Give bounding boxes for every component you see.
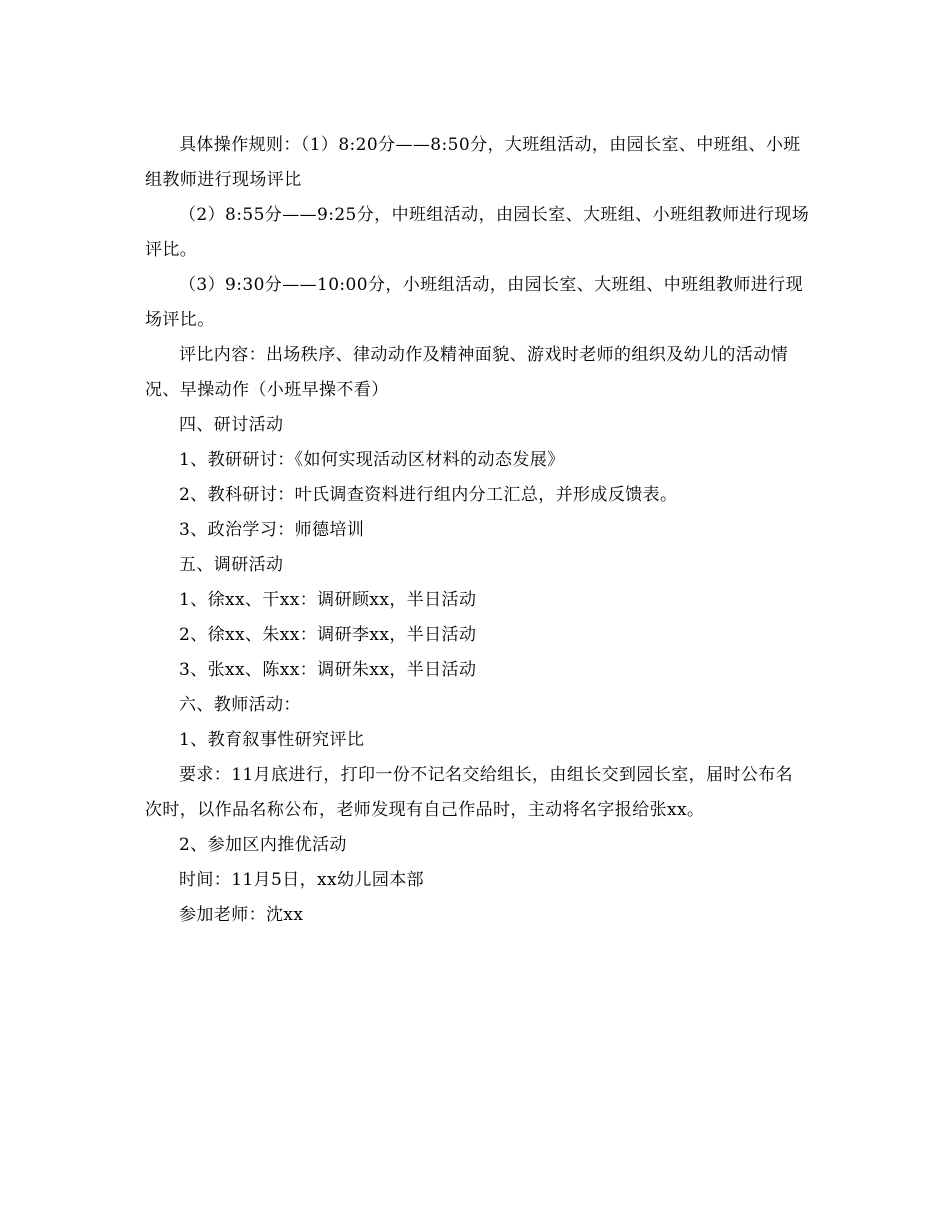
document-body: [145, 128, 810, 933]
heading-section-5: 五、调研活动: [179, 555, 284, 575]
list-item: 2、参加区内推优活动: [179, 835, 347, 855]
list-item: 1、教育叙事性研究评比: [179, 730, 365, 750]
paragraph-time: 时间：11月5日，xx幼儿园本部: [179, 870, 425, 890]
list-item: 2、徐xx、朱xx：调研李xx，半日活动: [179, 625, 477, 645]
list-item: 2、教科研讨：叶氏调查资料进行组内分工汇总，并形成反馈表。: [179, 485, 678, 505]
paragraph-evaluation-content: 评比内容：出场秩序、律动动作及精神面貌、游戏时老师的组织及幼儿的活动情况、早操动作（小班早操不看）: [145, 345, 788, 400]
paragraph-participants: 参加老师：沈xx: [179, 905, 304, 925]
heading-section-4: 四、研讨活动: [179, 415, 284, 435]
paragraph-schedule-3: （3）9:30分——10:00分，小班组活动，由园长室、大班组、中班组教师进行现场评比。: [145, 275, 803, 330]
list-item: 1、徐xx、干xx：调研顾xx，半日活动: [179, 590, 477, 610]
list-item: 3、张xx、陈xx：调研朱xx，半日活动: [179, 660, 477, 680]
paragraph-requirements: 要求：11月底进行，打印一份不记名交给组长，由组长交到园长室，届时公布名次时，以作品名称公布，老师发现有自己作品时，主动将名字报给张xx。: [145, 765, 794, 820]
list-item: 1、教研研讨：《如何实现活动区材料的动态发展》: [179, 450, 565, 470]
list-item: 3、政治学习：师德培训: [179, 520, 365, 540]
paragraph-schedule-2: （2）8:55分——9:25分，中班组活动，由园长室、大班组、小班组教师进行现场评比。: [145, 205, 810, 260]
paragraph-operation-rules: 具体操作规则：（1）8:20分——8:50分，大班组活动，由园长室、中班组、小班组教师进行现场评比: [145, 135, 801, 190]
heading-section-6: 六、教师活动：: [179, 695, 301, 715]
